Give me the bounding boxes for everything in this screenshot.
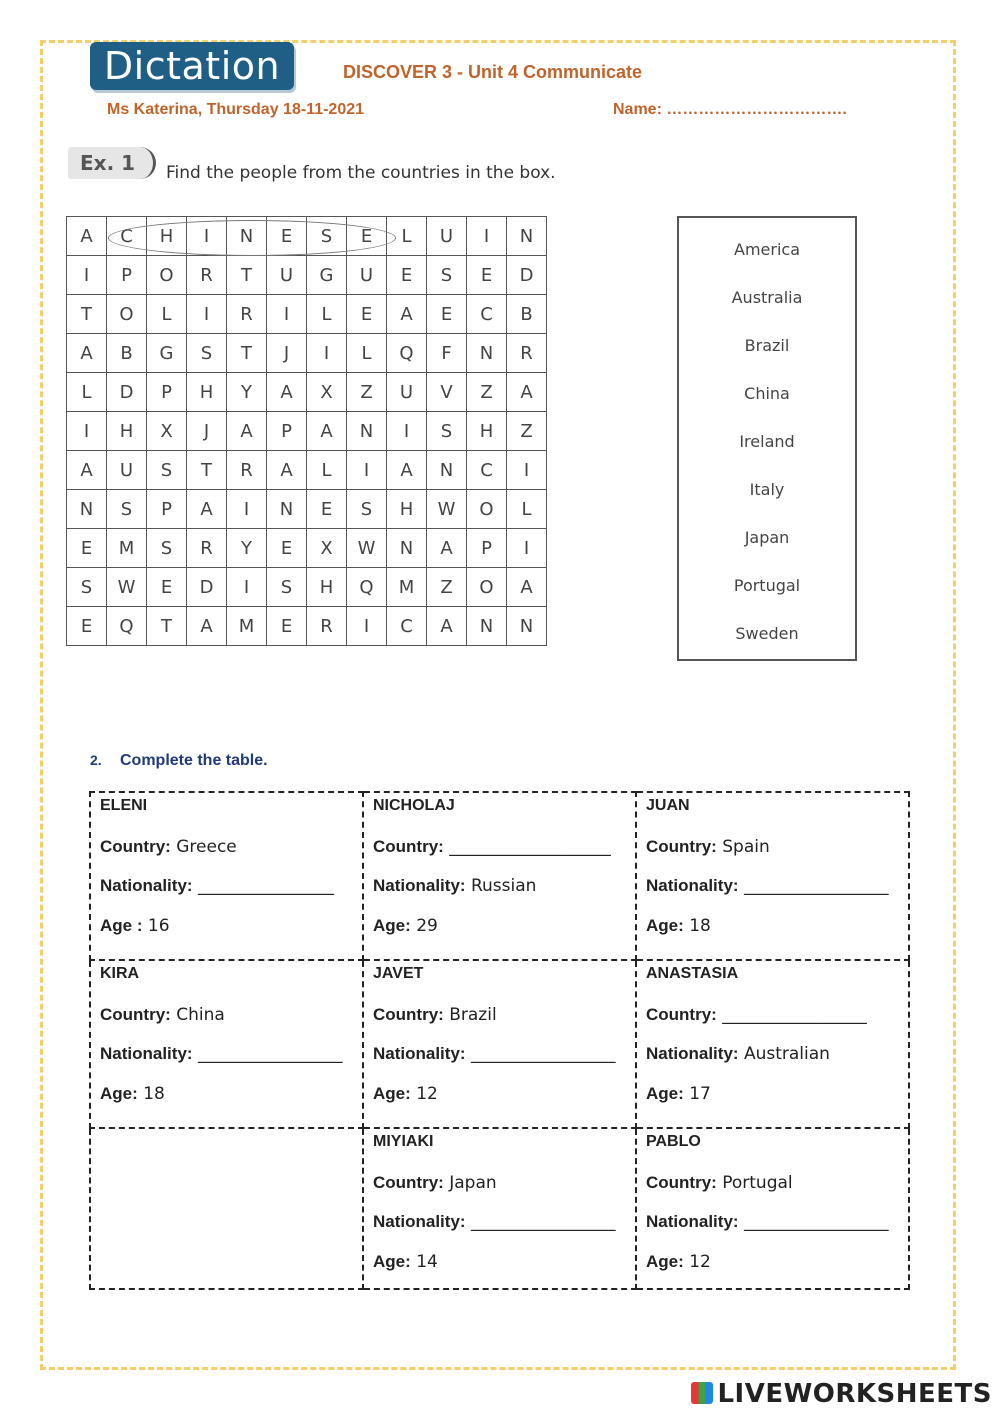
country-value: China xyxy=(176,1004,225,1025)
grid-letter[interactable]: F xyxy=(427,334,467,373)
person-name: JAVET xyxy=(373,965,424,982)
country-label: Country: xyxy=(373,836,444,856)
person-card xyxy=(636,1128,909,1289)
country-line xyxy=(646,1001,908,1041)
nationality-line xyxy=(646,872,908,912)
grid-letter[interactable]: X xyxy=(307,373,347,412)
person-card xyxy=(90,960,363,1128)
country-word: Ireland xyxy=(739,432,795,451)
grid-letter[interactable]: A xyxy=(187,607,227,646)
grid-letter[interactable]: A xyxy=(307,412,347,451)
grid-letter[interactable]: X xyxy=(147,412,187,451)
grid-row xyxy=(67,412,547,451)
age-label: Age : xyxy=(100,915,143,935)
grid-row xyxy=(67,529,547,568)
age-line xyxy=(646,912,908,952)
nationality-label: Nationality: xyxy=(373,876,466,895)
grid-letter[interactable]: A xyxy=(507,373,547,412)
person-name: KIRA xyxy=(100,965,140,982)
grid-letter[interactable]: A xyxy=(227,412,267,451)
country-word: Italy xyxy=(749,480,785,499)
age-label: Age: xyxy=(646,1083,684,1103)
grid-letter[interactable]: E xyxy=(267,217,307,256)
person-card xyxy=(90,792,363,960)
country-line xyxy=(646,833,908,873)
age-label: Age: xyxy=(373,1251,411,1271)
grid-letter[interactable]: U xyxy=(427,217,467,256)
age-value: 18 xyxy=(143,1083,165,1104)
grid-letter[interactable]: U xyxy=(347,256,387,295)
grid-letter[interactable]: H xyxy=(107,412,147,451)
age-line xyxy=(373,1080,635,1120)
person-name: MIYIAKI xyxy=(373,1133,434,1150)
grid-letter[interactable]: S xyxy=(147,529,187,568)
grid-letter[interactable]: G xyxy=(147,334,187,373)
word-search-grid[interactable] xyxy=(66,216,547,646)
age-line xyxy=(373,1248,635,1288)
grid-letter[interactable]: S xyxy=(267,568,307,607)
grid-letter[interactable]: S xyxy=(427,412,467,451)
country-label: Country: xyxy=(646,1172,717,1192)
grid-letter[interactable]: P xyxy=(147,490,187,529)
grid-letter[interactable]: C xyxy=(107,217,147,256)
age-value: 14 xyxy=(416,1251,438,1272)
grid-letter[interactable]: S xyxy=(347,490,387,529)
brand-label: LIVEWORKSHEETS xyxy=(717,1379,992,1409)
grid-letter[interactable]: A xyxy=(67,334,107,373)
grid-letter[interactable]: H xyxy=(187,373,227,412)
nationality-blank[interactable]: _________________ xyxy=(743,876,889,896)
nationality-line xyxy=(646,1208,908,1248)
grid-letter[interactable]: I xyxy=(507,529,547,568)
grid-letter[interactable]: E xyxy=(347,295,387,334)
grid-letter[interactable]: E xyxy=(147,568,187,607)
grid-letter[interactable]: D xyxy=(187,568,227,607)
grid-letter[interactable]: N xyxy=(227,217,267,256)
grid-letter[interactable]: I xyxy=(227,568,267,607)
grid-letter[interactable]: T xyxy=(187,451,227,490)
age-label: Age: xyxy=(646,1251,684,1271)
nationality-line xyxy=(373,1040,635,1080)
dictation-logo: Dictation xyxy=(90,42,294,90)
nationality-label: Nationality: xyxy=(100,876,193,895)
grid-letter[interactable]: N xyxy=(427,451,467,490)
grid-row xyxy=(67,256,547,295)
grid-letter[interactable]: X xyxy=(307,529,347,568)
person-card xyxy=(363,1128,636,1289)
country-word: China xyxy=(744,384,790,403)
grid-letter[interactable]: I xyxy=(347,607,387,646)
grid-letter[interactable]: S xyxy=(427,256,467,295)
nationality-line xyxy=(100,872,362,912)
grid-letter[interactable]: M xyxy=(227,607,267,646)
grid-letter[interactable]: Z xyxy=(347,373,387,412)
country-label: Country: xyxy=(373,1172,444,1192)
grid-letter[interactable]: C xyxy=(467,295,507,334)
country-blank[interactable]: ___________________ xyxy=(449,836,611,857)
country-line xyxy=(100,833,362,873)
grid-letter[interactable]: I xyxy=(467,217,507,256)
nationality-label: Nationality: xyxy=(646,876,739,895)
grid-letter[interactable]: N xyxy=(507,607,547,646)
grid-letter[interactable]: J xyxy=(187,412,227,451)
grid-letter[interactable]: Y xyxy=(227,373,267,412)
grid-letter[interactable]: S xyxy=(307,217,347,256)
grid-row xyxy=(67,451,547,490)
grid-letter[interactable]: I xyxy=(187,217,227,256)
age-value: 16 xyxy=(147,915,170,936)
grid-letter[interactable]: O xyxy=(467,490,507,529)
grid-letter[interactable]: W xyxy=(107,568,147,607)
grid-letter[interactable]: L xyxy=(67,373,107,412)
person-name: ELENI xyxy=(100,797,148,814)
nationality-blank[interactable]: _________________ xyxy=(470,1044,616,1064)
country-label: Country: xyxy=(646,836,717,856)
grid-letter[interactable]: P xyxy=(467,529,507,568)
name-field[interactable]: Name: ……………………………. xyxy=(613,101,847,118)
grid-letter[interactable]: Z xyxy=(467,373,507,412)
grid-letter[interactable]: E xyxy=(267,607,307,646)
country-line xyxy=(373,1001,635,1041)
nationality-line xyxy=(646,1040,908,1080)
age-label: Age: xyxy=(373,915,411,935)
age-line xyxy=(646,1080,908,1120)
grid-letter[interactable]: Y xyxy=(227,529,267,568)
grid-letter[interactable]: T xyxy=(67,295,107,334)
age-value: 18 xyxy=(689,915,711,936)
grid-letter[interactable]: R xyxy=(307,607,347,646)
grid-letter[interactable]: E xyxy=(267,529,307,568)
age-value: 12 xyxy=(689,1251,711,1272)
grid-letter[interactable]: H xyxy=(147,217,187,256)
grid-letter[interactable]: W xyxy=(427,490,467,529)
country-label: Country: xyxy=(100,836,171,856)
country-line xyxy=(373,833,635,873)
person-name: ANASTASIA xyxy=(646,965,739,982)
grid-letter[interactable]: S xyxy=(187,334,227,373)
grid-letter[interactable]: P xyxy=(107,256,147,295)
country-line xyxy=(100,1001,362,1041)
grid-letter[interactable]: B xyxy=(107,334,147,373)
grid-letter[interactable]: Z xyxy=(507,412,547,451)
nationality-line xyxy=(373,872,635,912)
grid-letter[interactable]: L xyxy=(147,295,187,334)
circled-word-chinese xyxy=(108,220,396,256)
people-row xyxy=(90,792,909,960)
nationality-blank[interactable]: _________________ xyxy=(470,1212,616,1232)
grid-letter[interactable]: V xyxy=(427,373,467,412)
grid-letter[interactable]: I xyxy=(347,451,387,490)
grid-letter[interactable]: N xyxy=(467,607,507,646)
grid-letter[interactable]: M xyxy=(107,529,147,568)
age-label: Age: xyxy=(100,1083,138,1103)
country-word-box xyxy=(677,216,857,661)
age-value: 17 xyxy=(689,1083,711,1104)
country-word: Sweden xyxy=(735,624,799,643)
grid-letter[interactable]: S xyxy=(147,451,187,490)
nationality-label: Nationality: xyxy=(646,1212,739,1231)
grid-letter[interactable]: C xyxy=(387,607,427,646)
country-label: Country: xyxy=(100,1004,171,1024)
country-value: Brazil xyxy=(449,1004,497,1025)
people-row xyxy=(90,1128,909,1289)
grid-letter[interactable]: R xyxy=(227,295,267,334)
person-name: NICHOLAJ xyxy=(373,797,455,814)
nationality-value: Australian xyxy=(743,1044,830,1064)
grid-row xyxy=(67,607,547,646)
grid-letter[interactable]: N xyxy=(67,490,107,529)
grid-letter[interactable]: G xyxy=(307,256,347,295)
country-value: Portugal xyxy=(722,1172,793,1193)
grid-row xyxy=(67,373,547,412)
country-line xyxy=(373,1169,635,1209)
grid-letter[interactable]: Q xyxy=(107,607,147,646)
nationality-label: Nationality: xyxy=(373,1212,466,1231)
grid-letter[interactable]: R xyxy=(227,451,267,490)
age-label: Age: xyxy=(373,1083,411,1103)
grid-letter[interactable]: U xyxy=(387,373,427,412)
person-name: JUAN xyxy=(646,797,690,814)
person-card xyxy=(363,960,636,1128)
country-value: Spain xyxy=(722,836,770,857)
exercise-2-number: 2. xyxy=(90,752,102,768)
nationality-label: Nationality: xyxy=(100,1044,193,1063)
grid-letter[interactable]: A xyxy=(187,490,227,529)
grid-letter[interactable]: A xyxy=(267,451,307,490)
person-card xyxy=(636,960,909,1128)
grid-letter[interactable]: Z xyxy=(427,568,467,607)
grid-row xyxy=(67,295,547,334)
grid-letter[interactable]: L xyxy=(507,490,547,529)
grid-letter[interactable]: L xyxy=(307,451,347,490)
person-card xyxy=(363,792,636,960)
country-line xyxy=(646,1169,908,1209)
grid-letter[interactable]: A xyxy=(67,451,107,490)
grid-row xyxy=(67,334,547,373)
grid-letter[interactable]: E xyxy=(307,490,347,529)
grid-letter[interactable]: I xyxy=(67,412,107,451)
grid-letter[interactable]: A xyxy=(427,529,467,568)
country-blank[interactable]: _________________ xyxy=(722,1004,867,1025)
unit-subtitle: DISCOVER 3 - Unit 4 Communicate xyxy=(343,62,643,82)
grid-letter[interactable]: D xyxy=(507,256,547,295)
empty-card xyxy=(90,1128,363,1289)
grid-row xyxy=(67,568,547,607)
grid-letter[interactable]: I xyxy=(267,295,307,334)
liveworksheets-brand xyxy=(691,1379,992,1409)
exercise-2-text: Complete the table. xyxy=(120,752,268,769)
age-line xyxy=(646,1248,908,1288)
grid-letter[interactable]: T xyxy=(147,607,187,646)
exercise-2-title xyxy=(90,752,268,770)
grid-letter[interactable]: N xyxy=(507,217,547,256)
exercise-1-badge: Ex. 1 xyxy=(68,147,156,179)
country-label: Country: xyxy=(373,1004,444,1024)
grid-letter[interactable]: M xyxy=(387,568,427,607)
nationality-blank[interactable]: _________________ xyxy=(197,1044,343,1064)
country-word: Portugal xyxy=(733,576,801,595)
person-card xyxy=(636,792,909,960)
people-table xyxy=(89,791,910,1290)
nationality-line xyxy=(100,1040,362,1080)
nationality-label: Nationality: xyxy=(646,1044,739,1063)
country-word: Australia xyxy=(731,288,803,307)
grid-letter[interactable]: J xyxy=(267,334,307,373)
person-name: PABLO xyxy=(646,1133,701,1150)
grid-letter[interactable]: O xyxy=(147,256,187,295)
grid-letter[interactable]: H xyxy=(307,568,347,607)
country-label: Country: xyxy=(646,1004,717,1024)
grid-letter[interactable]: W xyxy=(347,529,387,568)
country-value: Japan xyxy=(449,1172,497,1193)
grid-letter[interactable]: Q xyxy=(387,334,427,373)
age-line xyxy=(100,1080,362,1120)
age-line xyxy=(373,912,635,952)
exercise-1-instruction: Find the people from the countries in the box. xyxy=(166,163,556,183)
grid-letter[interactable]: S xyxy=(107,490,147,529)
nationality-blank[interactable]: _________________ xyxy=(743,1212,889,1232)
grid-letter[interactable]: T xyxy=(227,256,267,295)
grid-letter[interactable]: I xyxy=(307,334,347,373)
grid-letter[interactable]: A xyxy=(427,607,467,646)
grid-letter[interactable]: A xyxy=(67,217,107,256)
teacher-date: Ms Katerina, Thursday 18-11-2021 xyxy=(107,101,365,118)
grid-letter[interactable]: A xyxy=(267,373,307,412)
grid-letter[interactable]: R xyxy=(187,529,227,568)
grid-letter[interactable]: O xyxy=(467,568,507,607)
grid-letter[interactable]: I xyxy=(387,412,427,451)
grid-letter[interactable]: E xyxy=(67,529,107,568)
grid-row xyxy=(67,490,547,529)
grid-letter[interactable]: L xyxy=(387,217,427,256)
age-value: 12 xyxy=(416,1083,438,1104)
grid-letter[interactable]: A xyxy=(507,568,547,607)
grid-letter[interactable]: I xyxy=(507,451,547,490)
country-value: Greece xyxy=(176,836,237,857)
nationality-value: Russian xyxy=(470,876,537,896)
grid-letter[interactable]: T xyxy=(227,334,267,373)
grid-letter[interactable]: N xyxy=(267,490,307,529)
grid-letter[interactable]: S xyxy=(67,568,107,607)
grid-letter[interactable]: R xyxy=(507,334,547,373)
grid-letter[interactable]: L xyxy=(347,334,387,373)
grid-letter[interactable]: P xyxy=(267,412,307,451)
grid-letter[interactable]: D xyxy=(107,373,147,412)
grid-letter[interactable]: I xyxy=(227,490,267,529)
country-word: America xyxy=(734,240,800,259)
grid-letter[interactable]: E xyxy=(67,607,107,646)
grid-letter[interactable]: C xyxy=(467,451,507,490)
country-word: Japan xyxy=(744,528,790,547)
grid-letter[interactable]: E xyxy=(347,217,387,256)
grid-letter[interactable]: O xyxy=(107,295,147,334)
age-line xyxy=(100,912,362,952)
grid-letter[interactable]: E xyxy=(387,256,427,295)
grid-letter[interactable]: Q xyxy=(347,568,387,607)
grid-letter[interactable]: B xyxy=(507,295,547,334)
grid-letter[interactable]: E xyxy=(467,256,507,295)
grid-letter[interactable]: U xyxy=(267,256,307,295)
grid-letter[interactable]: N xyxy=(467,334,507,373)
grid-letter[interactable]: P xyxy=(147,373,187,412)
grid-letter[interactable]: E xyxy=(427,295,467,334)
grid-letter[interactable]: I xyxy=(187,295,227,334)
grid-letter[interactable]: N xyxy=(387,529,427,568)
grid-letter[interactable]: H xyxy=(387,490,427,529)
grid-letter[interactable]: U xyxy=(107,451,147,490)
country-word: Brazil xyxy=(744,336,790,355)
grid-letter[interactable]: I xyxy=(67,256,107,295)
grid-letter[interactable]: R xyxy=(187,256,227,295)
liveworksheets-logo-icon xyxy=(691,1382,713,1404)
grid-letter[interactable]: L xyxy=(307,295,347,334)
nationality-line xyxy=(373,1208,635,1248)
nationality-label: Nationality: xyxy=(373,1044,466,1063)
nationality-blank[interactable]: ________________ xyxy=(197,876,334,896)
age-label: Age: xyxy=(646,915,684,935)
people-row xyxy=(90,960,909,1128)
grid-letter[interactable]: A xyxy=(387,295,427,334)
age-value: 29 xyxy=(416,915,438,936)
grid-letter[interactable]: H xyxy=(467,412,507,451)
grid-letter[interactable]: N xyxy=(347,412,387,451)
grid-letter[interactable]: A xyxy=(387,451,427,490)
